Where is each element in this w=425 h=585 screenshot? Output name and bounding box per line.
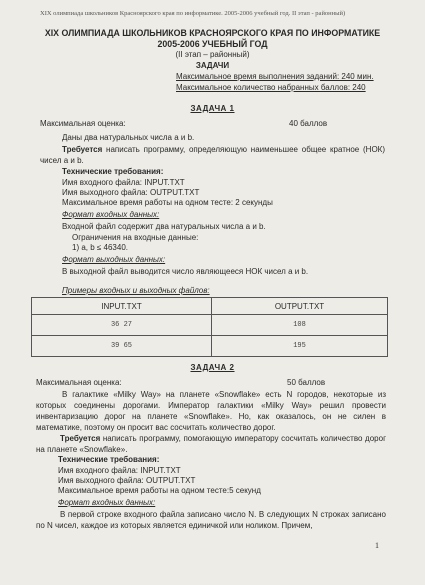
examples-table [31,297,388,357]
task1-required-text: написать программу, определяющую наименьшее общее кратное (НОК) чисел a и b. [40,145,385,165]
task2-required-text: написать программу, помогающую императору сосчитать количество дорог на планете «Snowflake». [36,434,386,454]
task1-required-lead: Требуется [62,145,103,154]
task1-tech-heading: Технические требования: [62,167,164,176]
task1-input-format-heading: Формат входных данных: [62,210,160,219]
table-cell: 108 [212,315,388,336]
running-header: XIX олимпиада школьников Красноярского края по информатике. 2005-2006 учебный год. II этап - районный) [40,10,346,17]
task2-tech-heading: Технические требования: [58,455,160,464]
task1-output-format-text: В выходной файл выводится число являющееся НОК чисел a и b. [62,267,309,276]
max-points: Максимальное количество набранных баллов: 240 [176,83,366,92]
task2-max-run: Максимальное время работы на одном тесте:5 секунд [58,486,261,495]
table-cell: 39 65 [32,336,212,357]
task2-output-file: Имя выходного файла: OUTPUT.TXT [58,476,196,485]
task1-heading: ЗАДАЧА 1 [190,104,235,113]
task1-score-label: Максимальная оценка: [40,119,126,128]
task2-input-file: Имя входного файла: INPUT.TXT [58,466,181,475]
task1-constraint-1: 1) a, b ≤ 46340. [72,243,128,252]
task1-max-run: Максимальное время работы на одном тесте: 2 секунды [62,198,273,207]
table-cell: 36 27 [32,315,212,336]
max-time: Максимальное время выполнения заданий: 240 мин. [176,72,374,81]
tasks-heading: ЗАДАЧИ [195,61,230,70]
table-row [32,315,388,336]
title-line-2: 2005-2006 УЧЕБНЫЙ ГОД [157,39,268,49]
task1-input-format-text: Входной файл содержит два натуральных числа a и b. [62,222,266,231]
task2-required [36,433,386,455]
task1-examples-heading: Примеры входных и выходных файлов: [62,286,210,295]
task1-constraints-heading: Ограничения на входные данные: [72,233,199,242]
table-header-cell: OUTPUT.TXT [212,298,388,315]
task2-required-lead: Требуется [60,434,101,443]
task1-output-file: Имя выходного файла: OUTPUT.TXT [62,188,200,197]
task1-input-file: Имя входного файла: INPUT.TXT [62,178,185,187]
task2-input-format-heading: Формат входных данных: [58,498,156,507]
page-number: 1 [375,541,379,550]
stage-label: (II этап – районный) [175,50,250,59]
task1-required [40,144,385,166]
task2-input-format-text: В первой строке входного файла записано число N. В следующих N строках записано по N чисел, каждое из которых является единичкой или ноликом. Причем, [36,510,386,530]
task2-score-label: Максимальная оценка: [36,378,122,387]
task1-given: Даны два натуральных числа a и b. [62,133,195,142]
title-line-1: XIX ОЛИМПИАДА ШКОЛЬНИКОВ КРАСНОЯРСКОГО КРАЯ ПО ИНФОРМАТИКЕ [44,28,381,38]
table-row [32,336,388,357]
task1-score-value: 40 баллов [289,119,328,128]
task2-heading: ЗАДАЧА 2 [190,363,235,372]
table-header-cell: INPUT.TXT [32,298,212,315]
task2-intro: В галактике «Milky Way» на планете «Snowflake» есть N городов, некоторые из которых соединены дорогами. Император галактики «Milky Way» решил провести инвентаризацию дорог на планете «Snowflake». Но, как оказалось, он не силен в математике, поэтому он просит вас сосчитать количество дорог. [36,390,386,432]
table-header-row [32,298,388,315]
table-cell: 195 [212,336,388,357]
task2-score-value: 50 баллов [287,378,326,387]
task1-output-format-heading: Формат выходных данных: [62,255,166,264]
